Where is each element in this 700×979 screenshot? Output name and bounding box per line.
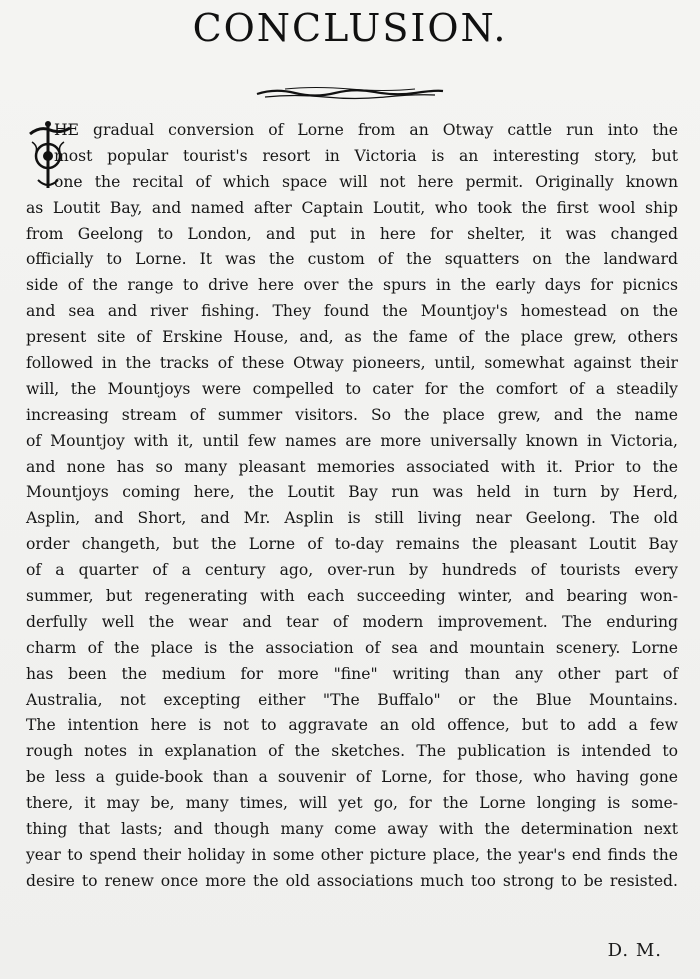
text-line: Asplin, and Short, and Mr. Asplin is still living near Geelong. The old [26,509,678,528]
text-line: and none has so many pleasant memories associated with it. Prior to the [26,457,678,476]
text-line: present site of Erskine House, and, as the fame of the place grew, others [26,328,678,347]
text-line: Australia, not excepting either "The Buffalo" or the Blue Mountains. [26,690,678,709]
text-line: as Loutit Bay, and named after Captain Loutit, who took the first wool ship [26,198,678,217]
body-text [26,118,678,895]
text-line: desire to renew once more the old associations much too strong to be resisted. [26,871,678,890]
text-line: Mountjoys coming here, the Loutit Bay run was held in turn by Herd, [26,483,678,502]
text-line: increasing stream of summer visitors. So the place grew, and the name [26,405,678,424]
text-line: summer, but regenerating with each succeeding winter, and bearing won- [26,587,678,606]
text-line: of Mountjoy with it, until few names are more universally known in Victoria, [26,431,678,450]
text-line: be less a guide-book than a souvenir of Lorne, for those, who having gone [26,768,678,787]
title-ornament [255,82,445,102]
text-line: most popular tourist's resort in Victoria is an interesting story, but [54,146,678,165]
text-line: charm of the place is the association of sea and mountain scenery. Lorne [26,638,678,657]
text-line: derfully well the wear and tear of modern improvement. The enduring [26,612,678,631]
text-line: and sea and river fishing. They found the Mountjoy's homestead on the [26,302,678,321]
text-line: there, it may be, many times, will yet go, for the Lorne longing is some- [26,794,678,813]
text-line: followed in the tracks of these Otway pioneers, until, somewhat against their [26,354,678,373]
drop-cap-letter: T [26,120,27,121]
text-line: The intention here is not to aggravate an old offence, but to add a few [26,716,678,735]
text-line: thing that lasts; and though many come away with the determination next [26,820,678,839]
drop-cap-ornament [26,120,74,192]
text-line: one the recital of which space will not here permit. Originally known [54,172,678,191]
text-line: will, the Mountjoys were compelled to cater for the comfort of a steadily [26,379,678,398]
text-line: HE gradual conversion of Lorne from an Otway cattle run into the [54,121,678,139]
text-line: side of the range to drive here over the spurs in the early days for picnics [26,276,678,295]
body-text-block [26,118,678,895]
text-line: order changeth, but the Lorne of to-day remains the pleasant Loutit Bay [26,535,678,554]
text-line: from Geelong to London, and put in here for shelter, it was changed [26,224,678,243]
author-signature: D. M. [607,940,662,961]
text-line: of a quarter of a century ago, over-run by hundreds of tourists every [26,561,678,580]
page-title: CONCLUSION. [192,6,508,50]
text-line: has been the medium for more "fine" writing than any other part of [26,664,678,683]
text-line: rough notes in explanation of the sketches. The publication is intended to [26,742,678,761]
text-line: officially to Lorne. It was the custom of the squatters on the landward [26,250,678,269]
text-line: year to spend their holiday in some other picture place, the year's end finds the [26,845,678,864]
